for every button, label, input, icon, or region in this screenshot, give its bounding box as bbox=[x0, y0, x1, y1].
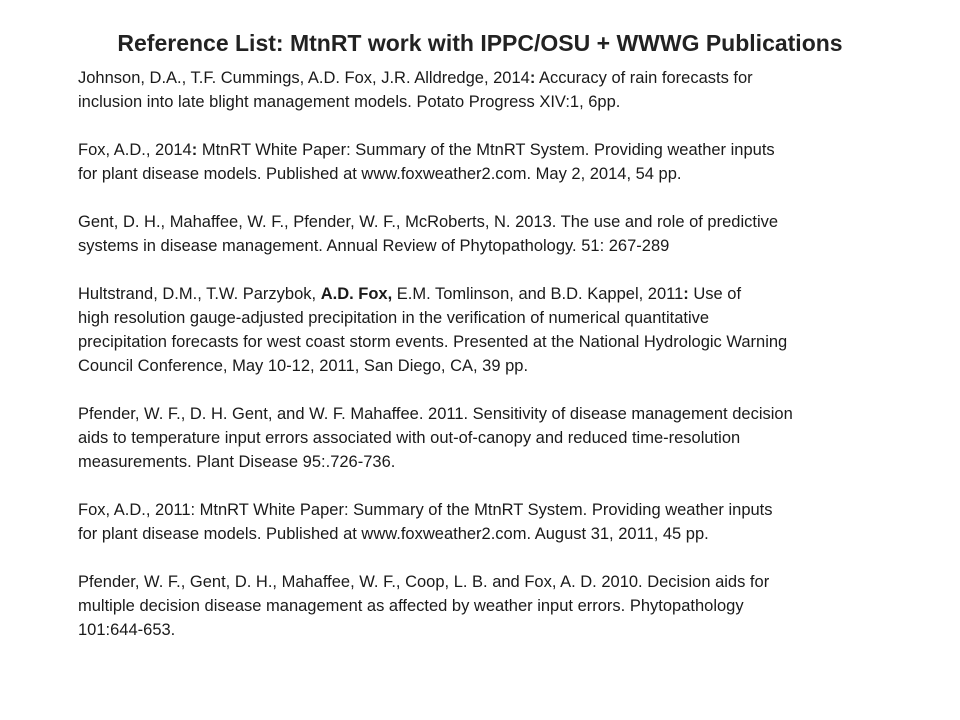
slide-title: Reference List: MtnRT work with IPPC/OSU + WWWG Publications bbox=[117, 30, 843, 56]
reference-line bbox=[78, 66, 938, 90]
reference-entry bbox=[78, 402, 938, 474]
reference-text: 101:644-653. bbox=[78, 621, 176, 639]
reference-line bbox=[78, 330, 938, 354]
reference-entry bbox=[78, 282, 938, 378]
reference-text: for plant disease models. Published at www.foxweather2.com. August 31, 2011, 45 pp. bbox=[78, 525, 709, 543]
reference-text: Pfender, W. F., Gent, D. H., Mahaffee, W. F., Coop, L. B. and Fox, A. D. 2010. Decision aids for bbox=[78, 573, 770, 591]
reference-entry bbox=[78, 138, 938, 186]
reference-text: MtnRT White Paper: Summary of the MtnRT System. Providing weather inputs bbox=[197, 141, 775, 159]
reference-line bbox=[78, 594, 938, 618]
reference-text: : bbox=[529, 69, 536, 87]
reference-line bbox=[78, 138, 938, 162]
reference-line bbox=[78, 354, 938, 378]
reference-text: Fox, A.D., 2011: MtnRT White Paper: Summary of the MtnRT System. Providing weather inputs bbox=[78, 501, 773, 519]
reference-text: : bbox=[683, 285, 689, 303]
reference-line bbox=[78, 426, 938, 450]
reference-text: Council Conference, May 10-12, 2011, San Diego, CA, 39 pp. bbox=[78, 357, 529, 375]
reference-line bbox=[78, 402, 938, 426]
reference-text: measurements. Plant Disease 95:.726-736. bbox=[78, 453, 396, 471]
reference-text: Pfender, W. F., D. H. Gent, and W. F. Mahaffee. 2011. Sensitivity of disease management decision bbox=[78, 405, 793, 423]
reference-text: Hultstrand, D.M., T.W. Parzybok, bbox=[78, 285, 321, 303]
reference-text: Fox, A.D., 2014 bbox=[78, 141, 192, 159]
reference-line bbox=[78, 570, 938, 594]
reference-text: Johnson, D.A., T.F. Cummings, A.D. Fox, J.R. Alldredge, 2014 bbox=[78, 69, 530, 87]
reference-text: aids to temperature input errors associated with out-of-canopy and reduced time-resolution bbox=[78, 429, 741, 447]
reference-entry bbox=[78, 66, 938, 114]
reference-text: high resolution gauge-adjusted precipitation in the verification of numerical quantitative bbox=[78, 309, 710, 327]
reference-text: precipitation forecasts for west coast storm events. Presented at the National Hydrologic Warning bbox=[78, 333, 788, 351]
reference-line bbox=[78, 282, 938, 306]
reference-line bbox=[78, 498, 938, 522]
reference-text: Accuracy of rain forecasts for bbox=[535, 69, 753, 87]
reference-entry bbox=[78, 210, 938, 258]
reference-line bbox=[78, 450, 938, 474]
reference-text: multiple decision disease management as affected by weather input errors. Phytopathology bbox=[78, 597, 744, 615]
reference-line bbox=[78, 90, 938, 114]
reference-list bbox=[78, 66, 938, 666]
reference-text: systems in disease management. Annual Review of Phytopathology. 51: 267-289 bbox=[78, 237, 670, 255]
reference-text: : bbox=[191, 141, 198, 159]
reference-text: Use of bbox=[688, 285, 742, 303]
reference-line bbox=[78, 162, 938, 186]
reference-text: Gent, D. H., Mahaffee, W. F., Pfender, W. F., McRoberts, N. 2013. The use and role of predictive bbox=[78, 213, 779, 231]
reference-text: for plant disease models. Published at www.foxweather2.com. May 2, 2014, 54 pp. bbox=[78, 165, 682, 183]
reference-text: E.M. Tomlinson, and B.D. Kappel, 2011 bbox=[392, 285, 684, 303]
reference-line bbox=[78, 522, 938, 546]
reference-entry bbox=[78, 498, 938, 546]
reference-text: inclusion into late blight management models. Potato Progress XIV:1, 6pp. bbox=[78, 93, 621, 111]
reference-text: A.D. Fox, bbox=[320, 285, 393, 303]
reference-line bbox=[78, 234, 938, 258]
reference-line bbox=[78, 210, 938, 234]
reference-entry bbox=[78, 570, 938, 642]
reference-line bbox=[78, 618, 938, 642]
reference-line bbox=[78, 306, 938, 330]
